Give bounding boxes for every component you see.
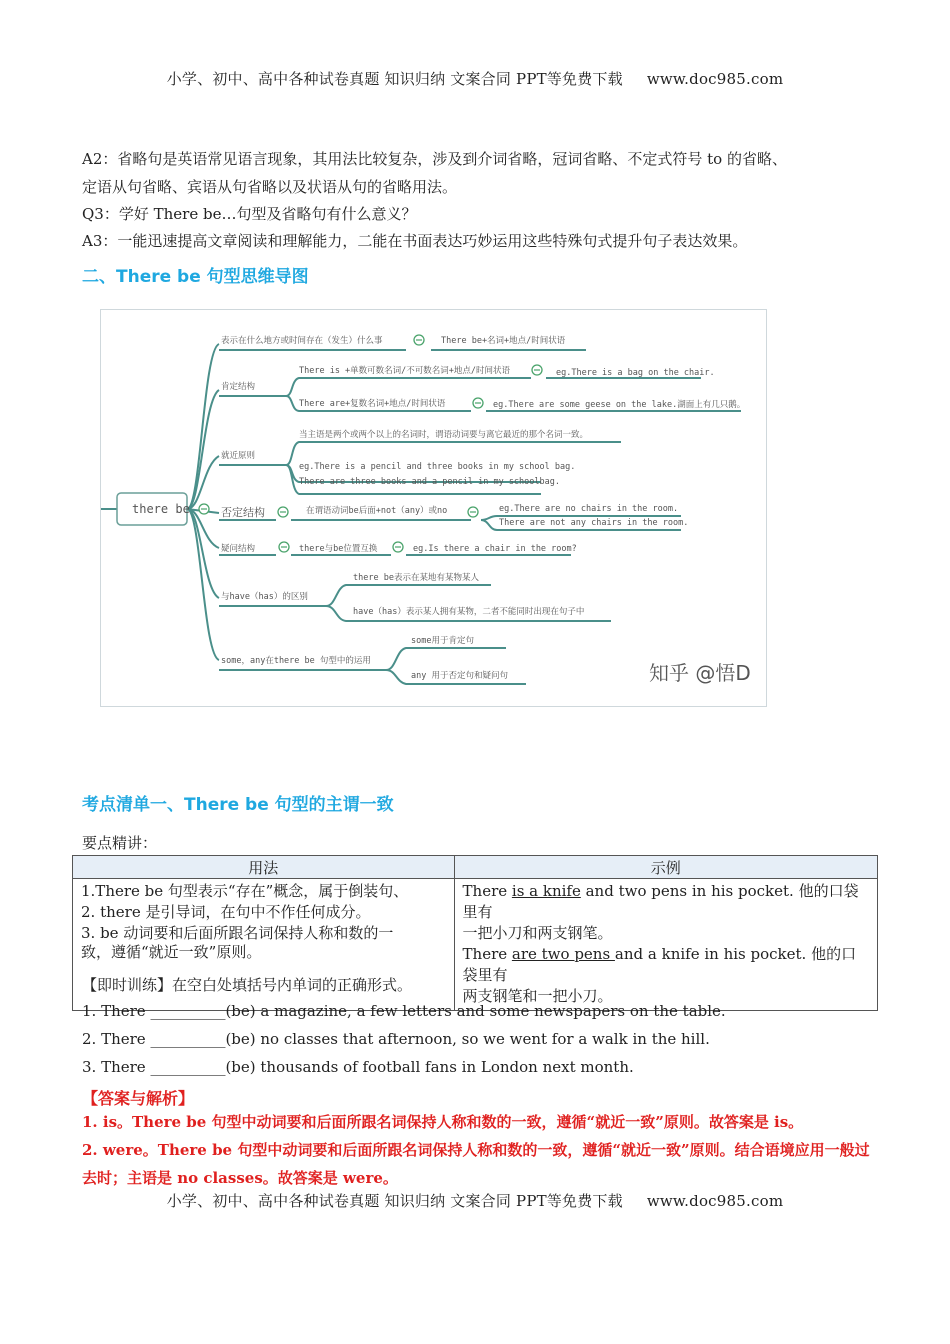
mm-b2: 肯定结构 — [221, 382, 256, 392]
example-1 — [463, 881, 871, 923]
mm-b5-l1: there与be位置互换 — [299, 544, 378, 554]
mm-b6-l1: there be表示在某地有某物某人 — [353, 573, 479, 583]
mm-b6: 与have（has）的区别 — [221, 592, 308, 602]
key-points-label: 要点精讲： — [82, 834, 158, 852]
col-example-header: 示例 — [454, 856, 877, 879]
mm-b2-l1: There is +单数可数名词/不可数名词+地点/时间状语 — [299, 366, 511, 376]
mm-b5: 疑问结构 — [221, 544, 256, 554]
mm-b7-l2: any 用于否定句和疑问句 — [411, 671, 508, 681]
header-text: 小学、初中、高中各种试卷真题 知识归纳 文案合同 PPT等免费下载 — [166, 70, 623, 88]
mm-b3-eg2: There are three books and a pencil in my schoolbag. — [299, 477, 560, 487]
mm-b1: 表示在什么地方或时间存在（发生）什么事 — [221, 336, 383, 346]
usage-3b: 致，遵循“就近一致”原则。 — [81, 943, 262, 961]
mm-b6-l2: have（has）表示某人拥有某物，二者不能同时出现在句子中 — [353, 607, 585, 617]
practice-title: 【即时训练】在空白处填括号内单词的正确形式。 — [82, 976, 413, 994]
example-2 — [463, 944, 871, 986]
a2-line2: 定语从句省略、宾语从句省略以及状语从句的省略用法。 — [82, 178, 458, 196]
footer-text: 小学、初中、高中各种试卷真题 知识归纳 文案合同 PPT等免费下载 — [166, 1192, 623, 1210]
example-2-cont: 两支钢笔和一把小刀。 — [462, 987, 613, 1005]
page-footer — [0, 1190, 950, 1211]
answer-1: 1. is。There be 句型中动词要和后面所跟名词保持人称和数的一致，遵循“就近一致”原则。故答案是 is。 — [82, 1113, 804, 1131]
a2-line1: A2：省略句是英语常见语言现象，其用法比较复杂，涉及到介词省略，冠词省略、不定式符号 to 的省略、 — [82, 150, 787, 168]
usage-1: 1.There be 句型表示“存在”概念，属于倒装句、 — [81, 882, 409, 900]
section-title-mindmap: 二、There be 句型思维导图 — [82, 267, 309, 287]
page-header — [0, 68, 950, 89]
ex1-underlined: is a knife — [511, 882, 581, 900]
mm-b4-eg1: eg.There are no chairs in the room. — [499, 504, 679, 514]
answers-title: 【答案与解析】 — [82, 1089, 195, 1108]
q3-text: Q3：学好 There be…句型及省略句有什么意义？ — [82, 205, 417, 223]
col-usage-header: 用法 — [73, 856, 455, 879]
mm-b2-l2-eg: eg.There are some geese on the lake.湖面上有几只鹅。 — [493, 400, 746, 410]
ex2-post: and a knife in his pocket. 他的口袋里有 — [462, 945, 857, 984]
mm-b3: 就近原则 — [221, 451, 256, 461]
ex1-post: and two pens in his pocket. 他的口袋里有 — [462, 882, 859, 921]
practice-q1: 1. There __________(be) a magazine, a few letters and some newspapers on the table. — [82, 1002, 726, 1020]
practice-q2: 2. There __________(be) no classes that afternoon, so we went for a walk in the hill. — [82, 1030, 710, 1048]
mm-b4: 否定结构 — [221, 506, 265, 519]
mm-b3-desc: 当主语是两个或两个以上的名词时，谓语动词要与离它最近的那个名词一致。 — [299, 430, 589, 440]
mm-b7-l1: some用于肯定句 — [411, 636, 474, 646]
a3-text: A3：一能迅速提高文章阅读和理解能力，二能在书面表达巧妙运用这些特殊句式提升句子表达效果。 — [82, 232, 748, 250]
usage-3a: 3. be 动词要和后面所跟名词保持人称和数的一 — [81, 924, 394, 942]
ex1-pre: There — [462, 882, 512, 900]
mm-b3-eg1: eg.There is a pencil and three books in my school bag. — [299, 462, 576, 472]
mindmap-svg — [101, 310, 766, 706]
mm-watermark: 知乎 @悟D — [649, 661, 751, 685]
header-url: www.doc985.com — [646, 70, 784, 88]
mm-b2-l2: There are+复数名词+地点/时间状语 — [299, 399, 446, 409]
example-1-cont: 一把小刀和两支钢笔。 — [462, 924, 613, 942]
mm-b4-eg2: There are not any chairs in the room. — [499, 518, 689, 528]
table-header-row — [73, 856, 878, 879]
mm-b1-leaf: There be+名词+地点/时间状语 — [441, 336, 566, 346]
mm-b7: some，any在there be 句型中的运用 — [221, 656, 371, 666]
example-cell — [454, 879, 877, 1011]
section-title-agreement: 考点清单一、There be 句型的主谓一致 — [82, 795, 394, 815]
mm-b2-l1-eg: eg.There is a bag on the chair. — [556, 368, 715, 378]
practice-q3: 3. There __________(be) thousands of football fans in London next month. — [82, 1058, 634, 1076]
mm-b4-l1: 在谓语动词be后面+not（any）或no — [306, 506, 448, 516]
mindmap-image — [100, 309, 767, 707]
ex2-underlined: are two pens — [511, 945, 615, 963]
mm-b5-eg: eg.Is there a chair in the room? — [413, 544, 577, 554]
mm-root: there be — [132, 502, 190, 516]
answer-2: 2. were。There be 句型中动词要和后面所跟名词保持人称和数的一致，遵循“就近一致”原则。结合语境应用一般过去时；主语是 no classes。故答案是 were。 — [82, 1141, 870, 1187]
usage-2: 2. there 是引导词，在句中不作任何成分。 — [81, 903, 371, 921]
ex2-pre: There — [462, 945, 512, 963]
footer-url: www.doc985.com — [646, 1192, 784, 1210]
